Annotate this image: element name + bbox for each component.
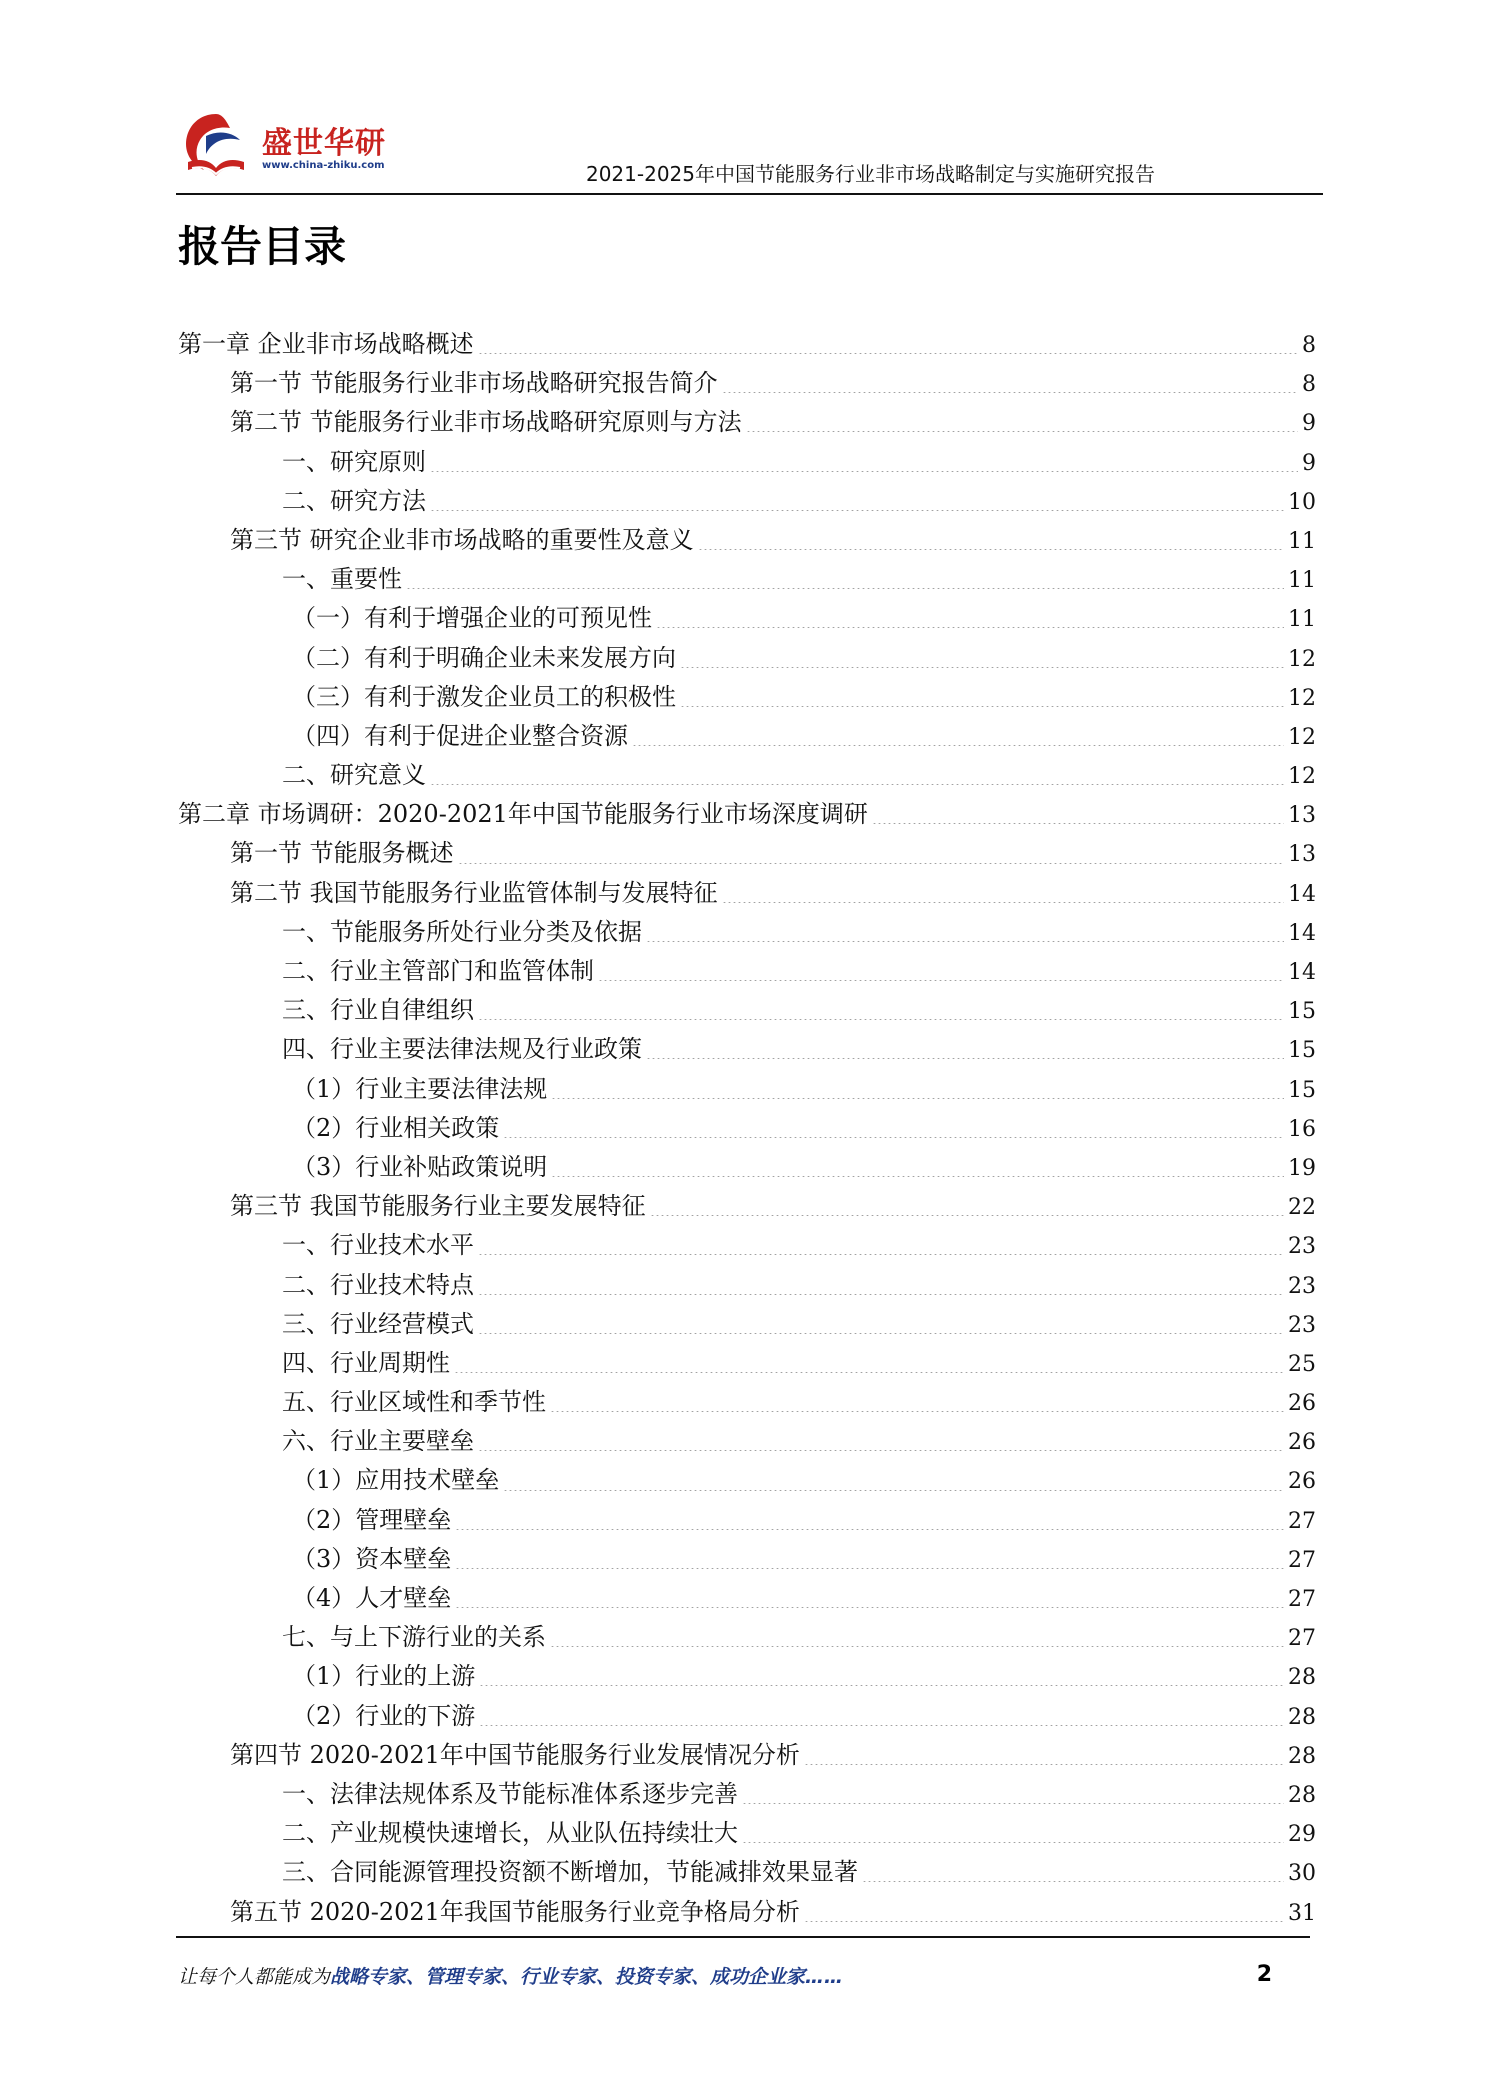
toc-dot-leader [551, 1098, 1284, 1099]
toc-entry-page: 12 [1288, 724, 1316, 750]
toc-entry-title: 第四节 2020-2021年中国节能服务行业发展情况分析 [230, 1740, 800, 1769]
toc-entry-page: 13 [1288, 842, 1316, 868]
toc-entry[interactable] [178, 1422, 1316, 1461]
toc-entry-title: 三、合同能源管理投资额不断增加，节能减排效果显著 [282, 1858, 858, 1887]
toc-dot-leader [550, 1411, 1284, 1412]
toc-entry-page: 28 [1288, 1782, 1316, 1808]
toc-entry[interactable] [178, 1344, 1316, 1383]
toc-dot-leader [698, 549, 1284, 550]
toc-entry-page: 19 [1288, 1155, 1316, 1181]
toc-entry-title: （一）有利于增强企业的可预见性 [292, 604, 652, 633]
toc-dot-leader [551, 1176, 1284, 1177]
toc-entry-title: 二、研究方法 [282, 486, 426, 515]
toc-entry[interactable] [178, 1893, 1316, 1932]
toc-entry-page: 27 [1288, 1547, 1316, 1573]
toc-entry-page: 29 [1288, 1822, 1316, 1848]
page-footer [178, 1962, 1272, 1996]
toc-entry-title: （二）有利于明确企业未来发展方向 [292, 643, 676, 672]
toc-dot-leader [862, 1881, 1284, 1882]
toc-entry[interactable] [178, 639, 1316, 678]
toc-entry-title: 一、节能服务所处行业分类及依据 [282, 917, 642, 946]
toc-entry[interactable] [178, 1226, 1316, 1265]
toc-entry-page: 9 [1302, 450, 1316, 476]
toc-entry[interactable] [178, 1853, 1316, 1892]
toc-entry-page: 15 [1288, 1038, 1316, 1064]
toc-entry-page: 27 [1288, 1587, 1316, 1612]
table-of-contents [178, 325, 1316, 1932]
toc-dot-leader [680, 706, 1284, 707]
slogan-prefix: 让每个人都能成为 [178, 1966, 331, 1988]
toc-dot-leader [478, 1294, 1284, 1295]
toc-dot-leader [479, 1725, 1284, 1726]
toc-dot-leader [742, 1842, 1284, 1843]
toc-entry-page: 28 [1288, 1665, 1316, 1691]
toc-dot-leader [406, 588, 1284, 589]
toc-entry-page: 28 [1288, 1704, 1316, 1730]
toc-dot-leader [746, 431, 1298, 432]
toc-entry-title: 第三节 研究企业非市场战略的重要性及意义 [230, 525, 694, 554]
toc-entry-title: 第二节 节能服务行业非市场战略研究原则与方法 [230, 408, 742, 437]
toc-entry-title: 一、重要性 [282, 565, 402, 594]
toc-entry-page: 11 [1288, 568, 1316, 594]
toc-entry-page: 14 [1288, 960, 1316, 985]
toc-dot-leader [430, 784, 1284, 785]
toc-entry-page: 16 [1288, 1116, 1316, 1142]
toc-entry-page: 14 [1288, 881, 1316, 907]
toc-entry[interactable] [178, 325, 1316, 364]
toc-entry-title: 第一节 节能服务概述 [230, 839, 454, 868]
slogan-emphasis: 战略专家、管理专家、行业专家、投资专家、成功企业家…… [330, 1966, 844, 1988]
toc-dot-leader [455, 1607, 1284, 1608]
toc-entry[interactable] [178, 1266, 1316, 1305]
toc-entry-page: 28 [1288, 1743, 1316, 1769]
toc-entry-page: 14 [1288, 920, 1316, 946]
toc-entry-title: 第五节 2020-2021年我国节能服务行业竞争格局分析 [230, 1897, 800, 1926]
toc-entry-title: 二、产业规模快速增长，从业队伍持续壮大 [282, 1819, 738, 1848]
toc-entry-title: 第三节 我国节能服务行业主要发展特征 [230, 1192, 646, 1221]
toc-entry[interactable] [178, 1148, 1316, 1187]
logo-url: www.china-zhiku.com [262, 160, 385, 171]
toc-dot-leader [430, 471, 1298, 472]
toc-entry-page: 15 [1288, 1077, 1316, 1103]
toc-entry[interactable] [178, 1657, 1316, 1696]
toc-entry-title: 二、行业技术特点 [282, 1270, 474, 1299]
toc-dot-leader [478, 353, 1298, 354]
toc-dot-leader [650, 1215, 1284, 1216]
toc-entry-title: （四）有利于促进企业整合资源 [292, 721, 628, 750]
toc-entry-title: 第一节 节能服务行业非市场战略研究报告简介 [230, 369, 718, 398]
toc-entry[interactable] [178, 599, 1316, 638]
logo-book-icon [176, 106, 256, 186]
toc-entry-title: （2）管理壁垒 [292, 1505, 452, 1534]
toc-entry-page: 23 [1288, 1273, 1316, 1299]
header-divider [176, 193, 1323, 195]
toc-entry-page: 10 [1288, 489, 1316, 515]
toc-entry[interactable] [178, 678, 1316, 717]
toc-entry[interactable] [178, 1540, 1316, 1579]
toc-entry-title: 七、与上下游行业的关系 [282, 1623, 546, 1652]
toc-entry[interactable] [178, 482, 1316, 521]
toc-entry-page: 13 [1288, 803, 1316, 829]
toc-entry-title: （2）行业的下游 [292, 1701, 476, 1730]
toc-entry-title: （三）有利于激发企业员工的积极性 [292, 682, 676, 711]
toc-entry[interactable] [178, 1461, 1316, 1500]
toc-entry-page: 11 [1288, 607, 1316, 633]
toc-entry-page: 12 [1288, 646, 1316, 672]
toc-entry-title: 五、行业区域性和季节性 [282, 1388, 546, 1417]
toc-entry-page: 27 [1288, 1508, 1316, 1534]
toc-dot-leader [722, 392, 1298, 393]
toc-dot-leader [632, 745, 1284, 746]
toc-entry-title: （2）行业相关政策 [292, 1113, 500, 1142]
logo-name: 盛世华研 [262, 126, 386, 161]
toc-entry[interactable] [178, 1030, 1316, 1069]
toc-entry[interactable] [178, 1775, 1316, 1814]
toc-dot-leader [598, 980, 1284, 981]
toc-entry[interactable] [178, 1187, 1316, 1226]
toc-entry-page: 11 [1288, 528, 1316, 554]
toc-entry-title: （1）行业主要法律法规 [292, 1074, 548, 1103]
toc-entry-title: （3）行业补贴政策说明 [292, 1152, 548, 1181]
toc-entry[interactable] [178, 403, 1316, 442]
toc-dot-leader [455, 1529, 1284, 1530]
toc-dot-leader [804, 1764, 1284, 1765]
toc-entry-page: 15 [1288, 999, 1316, 1025]
toc-entry[interactable] [178, 1383, 1316, 1422]
toc-dot-leader [804, 1921, 1284, 1922]
toc-dot-leader [503, 1490, 1284, 1491]
toc-entry[interactable] [178, 1697, 1316, 1736]
toc-entry[interactable] [178, 521, 1316, 560]
toc-entry-title: 一、研究原则 [282, 447, 426, 476]
toc-entry[interactable] [178, 913, 1316, 952]
toc-entry-page: 30 [1288, 1861, 1316, 1887]
toc-entry[interactable] [178, 1305, 1316, 1344]
toc-entry-title: 三、行业经营模式 [282, 1309, 474, 1338]
toc-entry[interactable] [178, 1501, 1316, 1540]
toc-dot-leader [479, 1685, 1284, 1686]
toc-entry[interactable] [178, 1579, 1316, 1618]
toc-entry[interactable] [178, 1736, 1316, 1775]
toc-entry[interactable] [178, 834, 1316, 873]
toc-entry-page: 25 [1288, 1351, 1316, 1377]
toc-entry[interactable] [178, 1618, 1316, 1657]
toc-entry-title: 四、行业主要法律法规及行业政策 [282, 1035, 642, 1064]
toc-dot-leader [656, 627, 1284, 628]
toc-dot-leader [455, 1568, 1284, 1569]
toc-entry[interactable] [178, 1070, 1316, 1109]
toc-dot-leader [478, 1450, 1284, 1451]
toc-entry[interactable] [178, 952, 1316, 991]
toc-entry-title: 六、行业主要壁垒 [282, 1427, 474, 1456]
toc-entry-title: 二、行业主管部门和监管体制 [282, 957, 594, 985]
toc-entry-title: （1）应用技术壁垒 [292, 1466, 500, 1495]
toc-entry[interactable] [178, 560, 1316, 599]
company-logo [176, 106, 396, 186]
toc-entry-page: 8 [1302, 333, 1316, 358]
toc-entry-title: （3）资本壁垒 [292, 1544, 452, 1573]
toc-dot-leader [646, 1058, 1284, 1059]
toc-entry-page: 12 [1288, 685, 1316, 711]
toc-entry[interactable] [178, 1814, 1316, 1853]
toc-entry[interactable] [178, 364, 1316, 403]
toc-entry-page: 26 [1288, 1391, 1316, 1417]
toc-entry-title: 三、行业自律组织 [282, 996, 474, 1025]
toc-entry-title: 第二节 我国节能服务行业监管体制与发展特征 [230, 878, 718, 907]
toc-entry[interactable] [178, 756, 1316, 795]
toc-dot-leader [742, 1803, 1284, 1804]
toc-dot-leader [430, 510, 1284, 511]
toc-entry[interactable] [178, 1109, 1316, 1148]
toc-entry-title: 四、行业周期性 [282, 1348, 450, 1377]
toc-entry-title: 二、研究意义 [282, 761, 426, 790]
toc-entry-page: 23 [1288, 1234, 1316, 1260]
toc-entry-page: 26 [1288, 1469, 1316, 1495]
toc-entry-page: 22 [1288, 1195, 1316, 1221]
toc-dot-leader [680, 667, 1284, 668]
toc-dot-leader [478, 1019, 1284, 1020]
toc-dot-leader [550, 1646, 1284, 1647]
toc-entry-title: 一、法律法规体系及节能标准体系逐步完善 [282, 1779, 738, 1808]
toc-entry[interactable] [178, 717, 1316, 756]
footer-slogan [178, 1962, 843, 1989]
toc-entry-title: 第一章 企业非市场战略概述 [178, 330, 474, 358]
footer-divider [176, 1936, 1310, 1938]
toc-entry-title: （1）行业的上游 [292, 1662, 476, 1691]
toc-entry[interactable] [178, 443, 1316, 482]
toc-entry-title: （4）人才壁垒 [292, 1584, 452, 1612]
toc-entry-title: 第二章 市场调研：2020-2021年中国节能服务行业市场深度调研 [178, 800, 868, 829]
toc-entry[interactable] [178, 795, 1316, 834]
toc-dot-leader [454, 1372, 1284, 1373]
toc-dot-leader [872, 823, 1284, 824]
toc-entry-page: 12 [1288, 764, 1316, 790]
toc-dot-leader [478, 1254, 1284, 1255]
toc-dot-leader [646, 941, 1284, 942]
toc-dot-leader [503, 1137, 1284, 1138]
toc-entry-page: 27 [1288, 1626, 1316, 1652]
toc-entry-title: 一、行业技术水平 [282, 1231, 474, 1260]
toc-entry-page: 9 [1302, 411, 1316, 437]
report-title: 2021-2025年中国节能服务行业非市场战略制定与实施研究报告 [585, 162, 1155, 186]
toc-entry-page: 8 [1302, 372, 1316, 398]
page-title: 报告目录 [178, 222, 347, 271]
toc-entry-page: 23 [1288, 1312, 1316, 1338]
toc-dot-leader [722, 902, 1284, 903]
toc-entry-page: 31 [1288, 1900, 1316, 1926]
toc-entry[interactable] [178, 991, 1316, 1030]
toc-entry[interactable] [178, 874, 1316, 913]
toc-dot-leader [458, 863, 1284, 864]
toc-dot-leader [478, 1333, 1284, 1334]
toc-entry-page: 26 [1288, 1430, 1316, 1456]
page-header [0, 0, 1485, 200]
page-number: 2 [1256, 1962, 1272, 1987]
